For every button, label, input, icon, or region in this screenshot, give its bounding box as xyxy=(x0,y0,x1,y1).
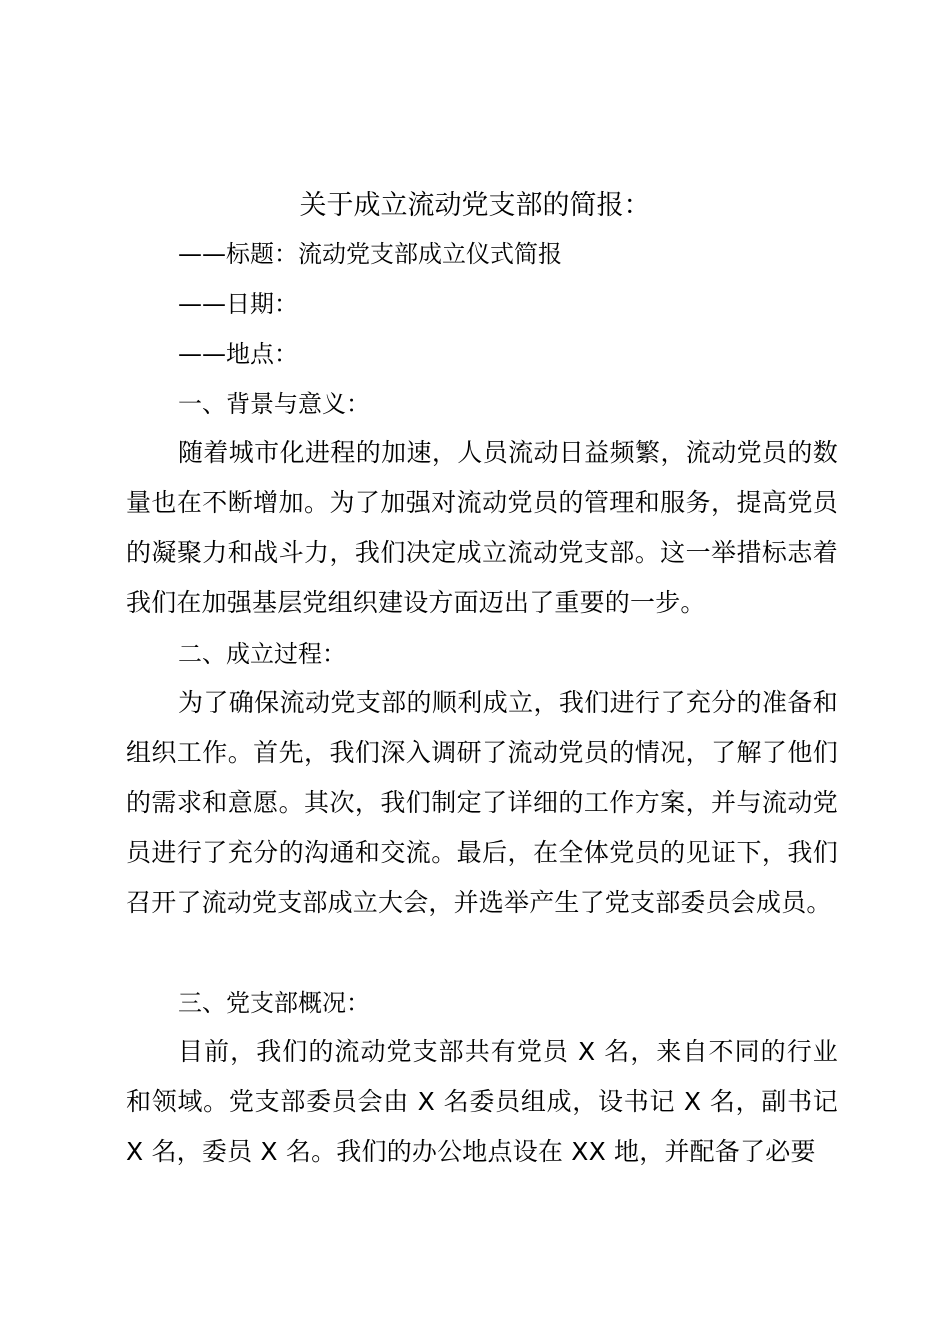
section-body-overview: 目前，我们的流动党支部共有党员 X 名，来自不同的行业和领域。党支部委员会由 X 名委员组成，设书记 X 名，副书记 X 名，委员 X 名。我们的办公地点设在 XX 地，并配备了必要 xyxy=(126,1037,838,1166)
meta-location: ——地点： xyxy=(178,340,298,368)
meta-subject: ——标题：流动党支部成立仪式简报 xyxy=(178,240,562,268)
section-heading-background: 一、背景与意义： xyxy=(178,390,370,418)
section-body-background: 随着城市化进程的加速，人员流动日益频繁，流动党员的数量也在不断增加。为了加强对流动党员的管理和服务，提高党员的凝聚力和战斗力，我们决定成立流动党支部。这一举措标志着我们在加强基层党组织建设方面迈出了重要的一步。 xyxy=(126,438,838,617)
meta-date: ——日期： xyxy=(178,290,298,318)
section-heading-overview: 三、党支部概况： xyxy=(178,989,370,1017)
section-body-process: 为了确保流动党支部的顺利成立，我们进行了充分的准备和组织工作。首先，我们深入调研了流动党员的情况，了解了他们的需求和意愿。其次，我们制定了详细的工作方案，并与流动党员进行了充分的沟通和交流。最后，在全体党员的见证下，我们召开了流动党支部成立大会，并选举产生了党支部委员会成员。 xyxy=(126,688,838,917)
document-title: 关于成立流动党支部的简报： xyxy=(299,190,651,221)
section-heading-process: 二、成立过程： xyxy=(178,640,346,668)
